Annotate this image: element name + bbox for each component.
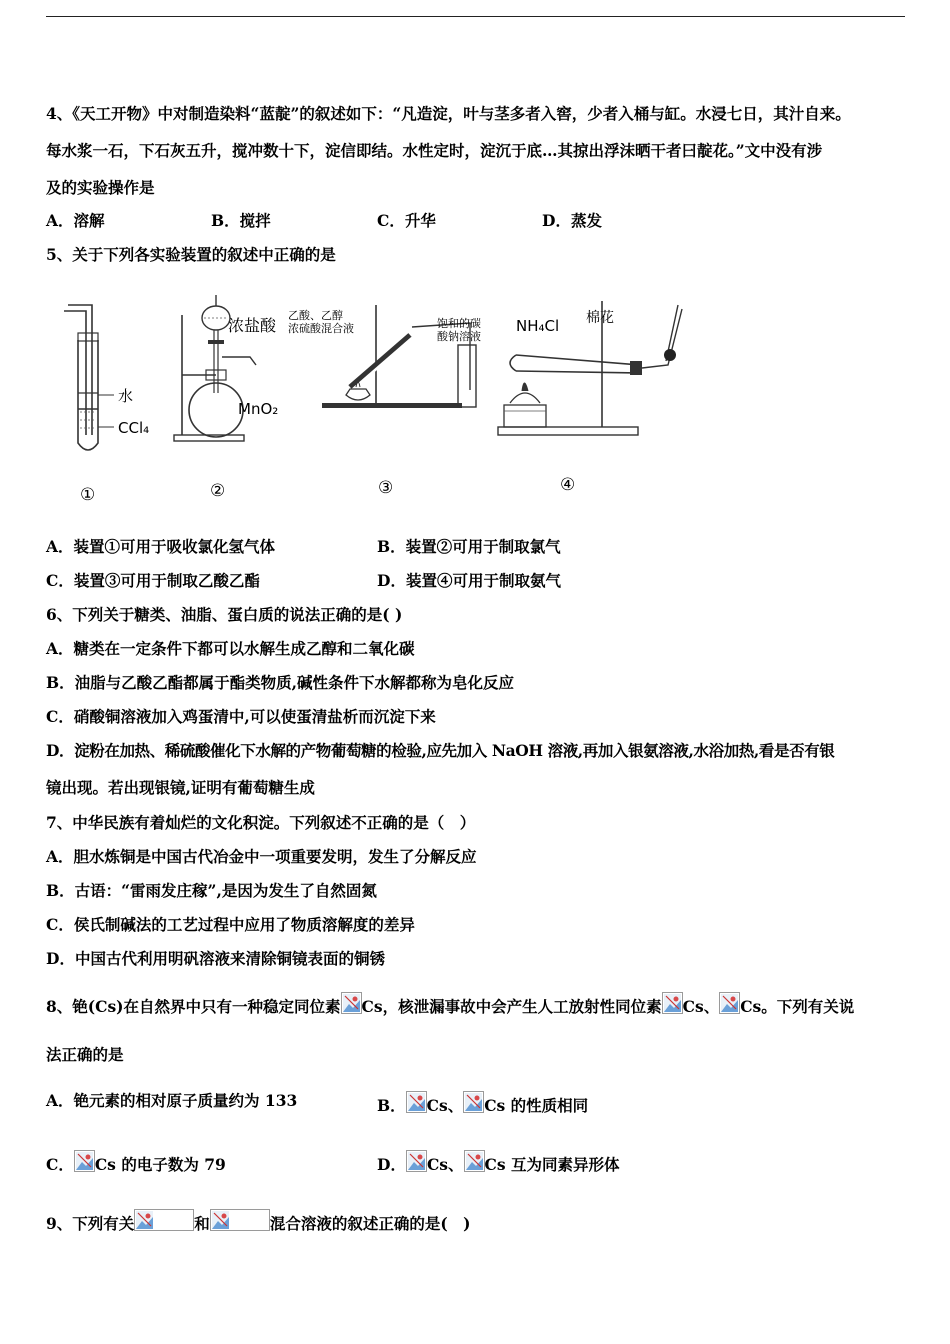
apparatus-1-number: ① — [80, 485, 96, 505]
cotton-label: 棉花 — [586, 310, 614, 326]
q4-line-3: 及的实验操作是 — [46, 178, 155, 197]
apparatus-2-drawing — [170, 285, 290, 455]
q5-option-a: A．装置①可用于吸收氯化氢气体 — [46, 537, 276, 556]
broken-image-icon — [406, 1091, 427, 1113]
broken-image-icon — [406, 1150, 427, 1172]
q8-option-d: D． Cs、 Cs 互为同素异形体 — [377, 1150, 620, 1175]
q6-option-d: D．淀粉在加热、稀硫酸催化下水解的产物葡萄糖的检验,应先加入 NaOH 溶液,再加入银氨溶液,水浴加热,看是否有银 — [46, 741, 835, 760]
q7-stem: 7、中华民族有着灿烂的文化积淀。下列叙述不正确的是（ ） — [46, 813, 476, 832]
apparatus-3-number: ③ — [378, 478, 394, 498]
q4-option-d: D．蒸发 — [542, 211, 602, 230]
broken-image-icon — [662, 992, 683, 1014]
mno2-label: MnO₂ — [238, 400, 279, 418]
q8-option-c: C． Cs 的电子数为 79 — [46, 1150, 226, 1175]
q8-option-b: B． Cs、 Cs 的性质相同 — [377, 1091, 588, 1116]
q4-option-a: A．溶解 — [46, 211, 105, 230]
mix-label-2: 浓硫酸混合液 — [288, 322, 354, 335]
sat-na2co3-label-1: 饱和的碳 — [437, 317, 481, 330]
header-rule — [46, 16, 905, 17]
q4-option-c: C．升华 — [377, 211, 436, 230]
q5-option-c: C．装置③可用于制取乙酸乙酯 — [46, 571, 260, 590]
apparatus-1-drawing — [40, 285, 170, 465]
broken-image-icon — [210, 1209, 270, 1231]
q7-option-d: D．中国古代利用明矾溶液来清除铜镜表面的铜锈 — [46, 949, 385, 968]
nh4cl-label: NH₄Cl — [516, 317, 560, 335]
q7-option-b: B．古语：“雷雨发庄稼”,是因为发生了自然固氮 — [46, 881, 377, 900]
ccl4-label: CCl₄ — [118, 419, 150, 437]
q6-option-a: A．糖类在一定条件下都可以水解生成乙醇和二氧化碳 — [46, 639, 415, 658]
broken-image-icon — [463, 1091, 484, 1113]
apparatus-figure — [40, 285, 680, 515]
q4-option-b: B．搅拌 — [211, 211, 271, 230]
q7-option-a: A．胆水炼铜是中国古代冶金中一项重要发明，发生了分解反应 — [46, 847, 477, 866]
q6-option-b: B．油脂与乙酸乙酯都属于酯类物质,碱性条件下水解都称为皂化反应 — [46, 673, 515, 692]
q5-option-b: B．装置②可用于制取氯气 — [377, 537, 561, 556]
conc-hcl-label: 浓盐酸 — [228, 316, 277, 335]
q8-line-1: 8、铯(Cs)在自然界中只有一种稳定同位素 Cs，核泄漏事故中会产生人工放射性同位素 Cs、 Cs。下列有关说 — [46, 992, 854, 1017]
broken-image-icon — [74, 1150, 95, 1172]
broken-image-icon — [341, 992, 362, 1014]
q6-option-d-cont: 镜出现。若出现银镜,证明有葡萄糖生成 — [46, 778, 315, 797]
broken-image-icon — [464, 1150, 485, 1172]
q6-option-c: C．硝酸铜溶液加入鸡蛋清中,可以使蛋清盐析而沉淀下来 — [46, 707, 436, 726]
q4-line-2: 每水浆一石，下石灰五升，搅冲数十下，淀信即结。水性定时，淀沉于底…其掠出浮沫晒干者曰靛花。”文中没有涉 — [46, 141, 823, 160]
q6-stem: 6、下列关于糖类、油脂、蛋白质的说法正确的是( ) — [46, 605, 403, 624]
q5-option-d: D．装置④可用于制取氨气 — [377, 571, 561, 590]
water-label: 水 — [118, 387, 134, 405]
apparatus-2-number: ② — [210, 481, 226, 501]
q9-stem: 9、下列有关 和 混合溶液的叙述正确的是( ) — [46, 1209, 470, 1234]
q7-option-c: C．侯氏制碱法的工艺过程中应用了物质溶解度的差异 — [46, 915, 415, 934]
apparatus-4-number: ④ — [560, 475, 576, 495]
sat-na2co3-label-2: 酸钠溶液 — [437, 330, 481, 343]
q5-stem: 5、关于下列各实验装置的叙述中正确的是 — [46, 245, 336, 264]
q4-line-1: 4、《天工开物》中对制造染料“蓝靛”的叙述如下：“凡造淀，叶与茎多者入窖，少者入桶与缸。水浸七日，其汁自来。 — [46, 104, 851, 123]
broken-image-icon — [719, 992, 740, 1014]
q8-option-a: A．铯元素的相对原子质量约为 133 — [46, 1091, 298, 1110]
q8-line-2: 法正确的是 — [46, 1045, 124, 1064]
mix-label-1: 乙酸、乙醇 — [288, 309, 343, 322]
broken-image-icon — [134, 1209, 194, 1231]
